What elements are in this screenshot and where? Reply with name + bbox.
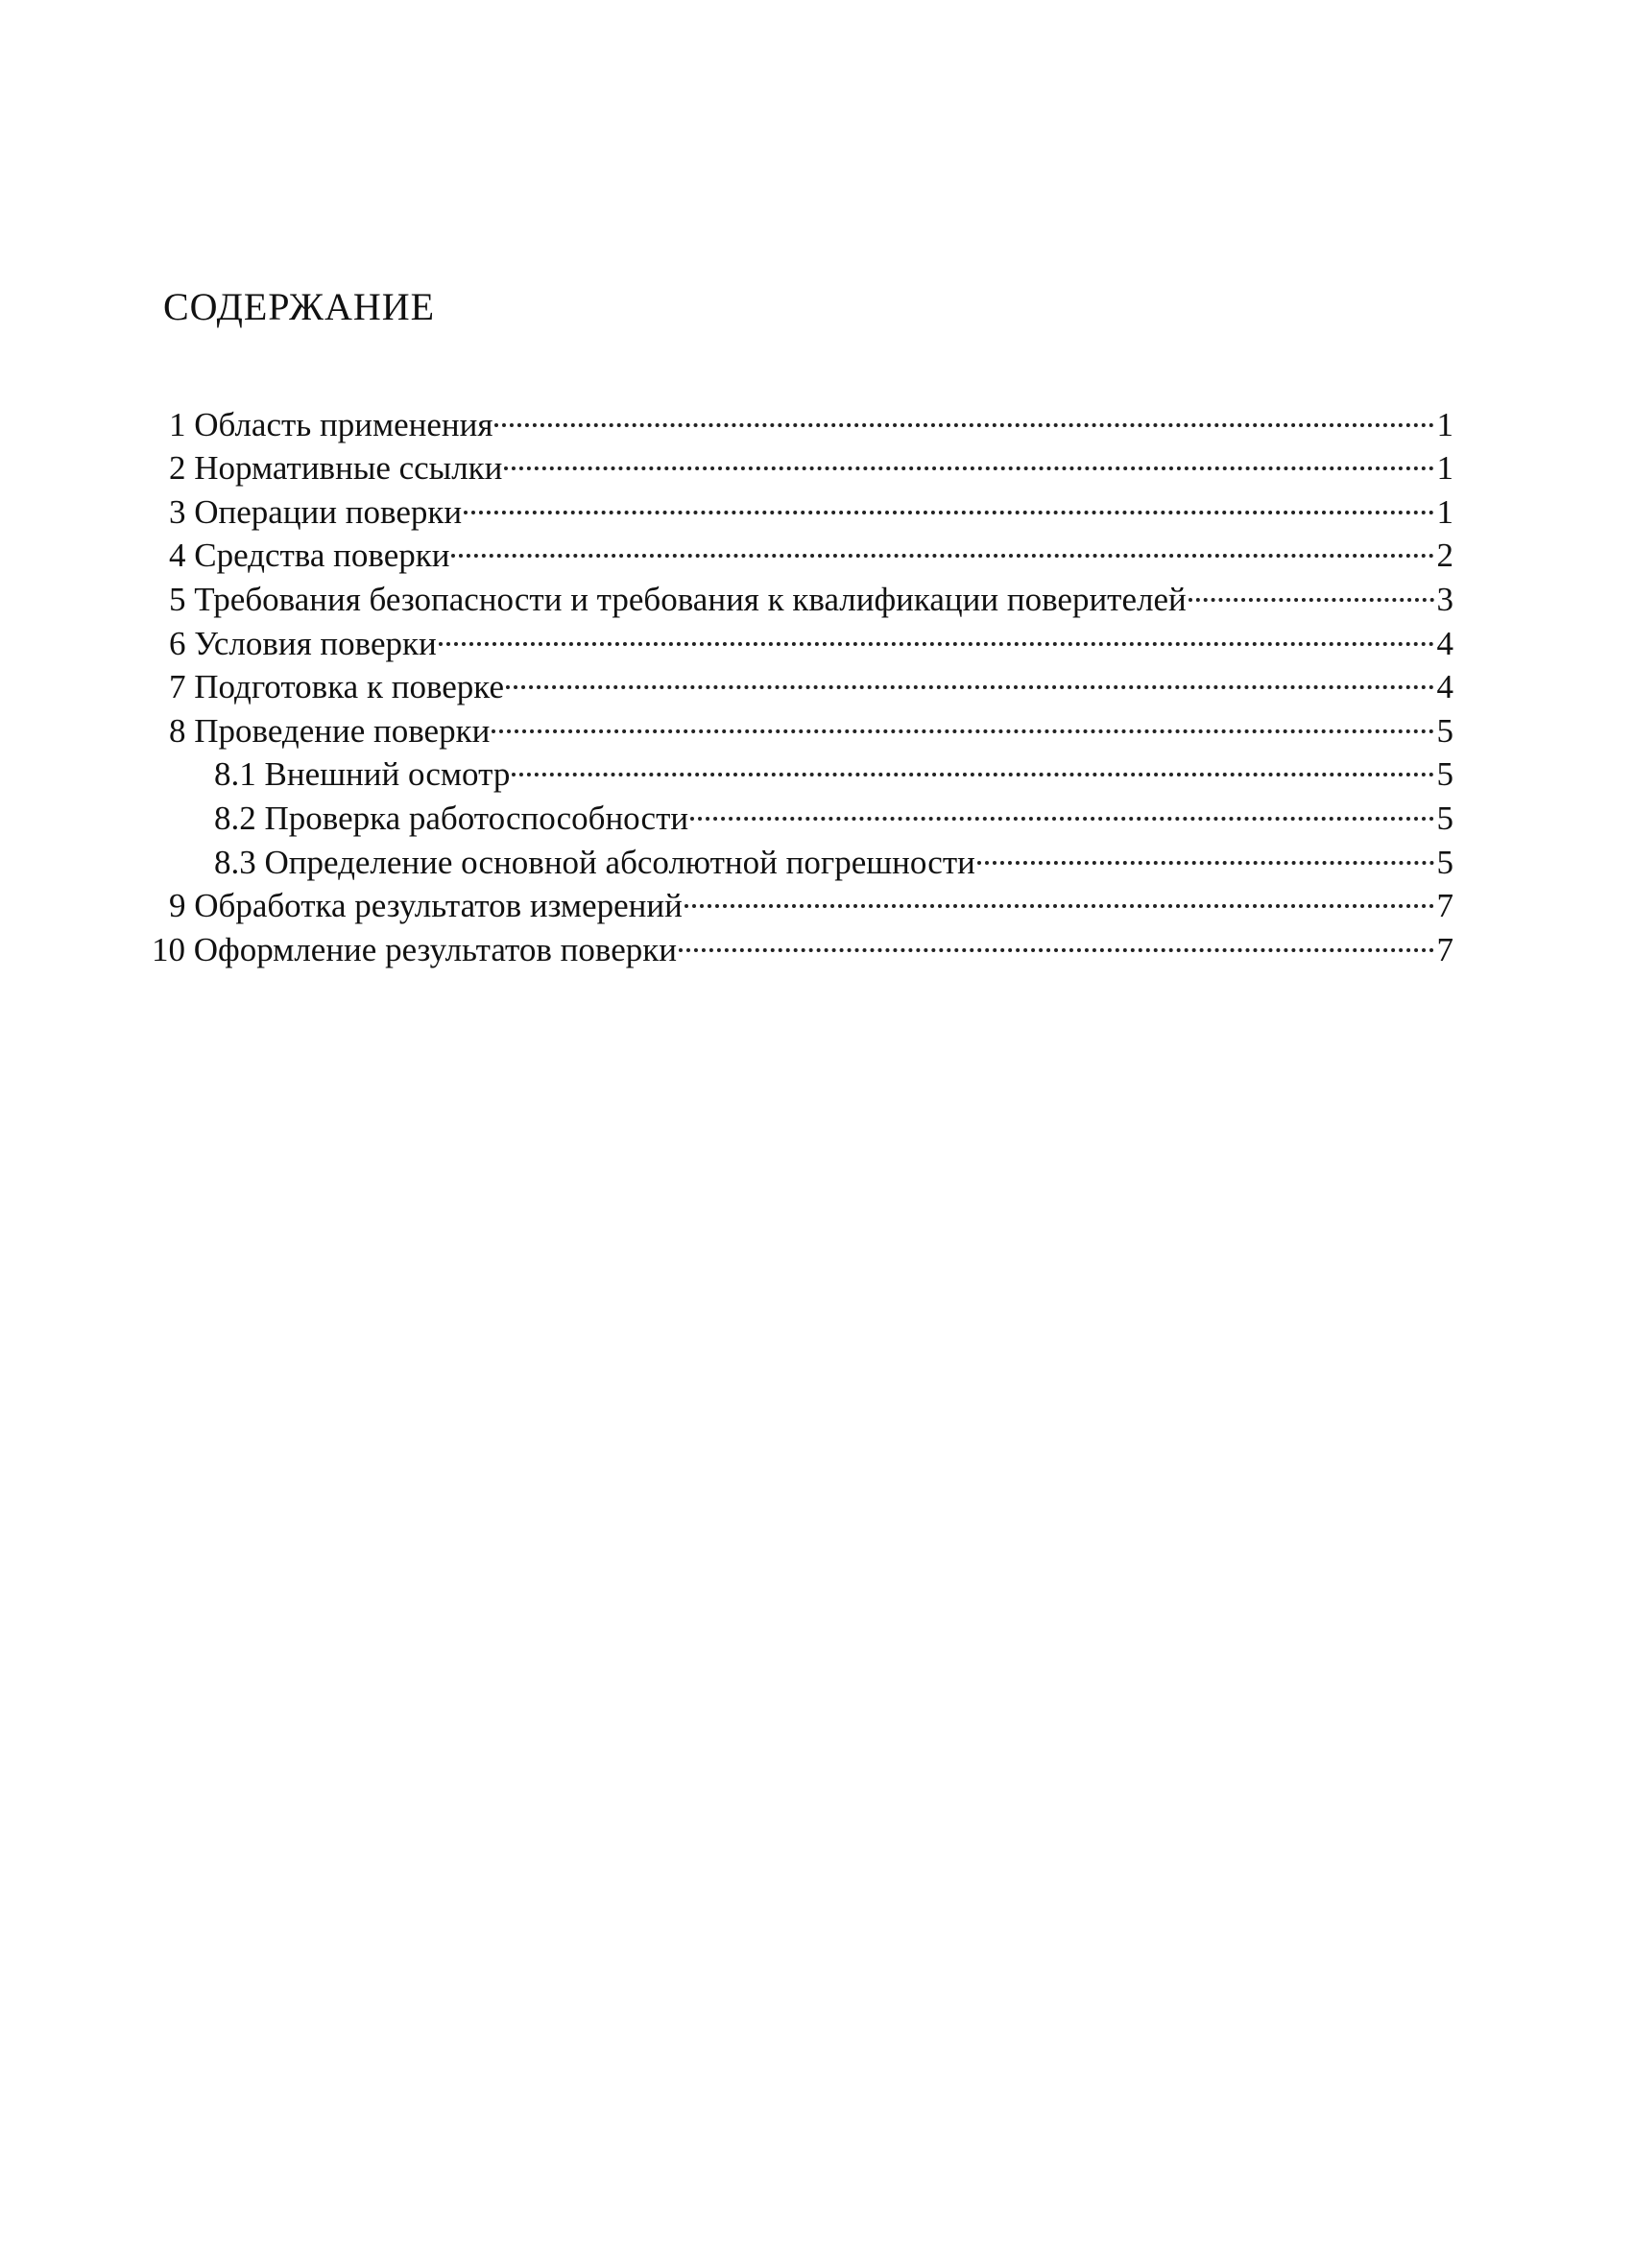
toc-entry-text: 6 Условия поверки xyxy=(169,624,437,662)
toc-dot-leader xyxy=(490,698,1436,742)
toc-page-number: 3 xyxy=(1436,580,1453,618)
toc-entry-text: 8.1 Внешний осмотр xyxy=(214,755,511,794)
toc-dot-leader xyxy=(502,436,1436,480)
toc-page-number: 1 xyxy=(1436,405,1453,443)
toc-dot-leader xyxy=(975,829,1436,873)
toc-entry-text: 8.2 Проверка работоспособности xyxy=(214,799,689,837)
toc-entry-text: 8 Проведение поверки xyxy=(169,711,491,750)
toc-entry-text: 5 Требования безопасности и требования к квалификации поверителей xyxy=(169,580,1187,618)
toc-dot-leader xyxy=(510,742,1436,786)
toc-entry-text: 3 Операции поверки xyxy=(169,492,463,531)
toc-page-number: 5 xyxy=(1436,843,1453,881)
toc-page-number: 2 xyxy=(1436,537,1453,575)
toc-dot-leader xyxy=(492,392,1436,436)
toc-page-number: 7 xyxy=(1436,887,1453,925)
toc-page-number: 5 xyxy=(1436,799,1453,837)
toc-page-number: 4 xyxy=(1436,624,1453,662)
toc-entry-text: 1 Область применения xyxy=(169,405,493,443)
toc-list xyxy=(152,392,1453,968)
toc-entry-text: 2 Нормативные ссылки xyxy=(169,449,503,488)
toc-entry-text: 10 Оформление результатов поверки xyxy=(152,930,677,968)
toc-dot-leader xyxy=(449,523,1436,567)
toc-entry-text: 7 Подготовка к поверке xyxy=(169,668,504,706)
toc-entry-scope xyxy=(169,392,1453,443)
toc-dot-leader xyxy=(504,655,1436,699)
toc-page-number: 5 xyxy=(1436,755,1453,794)
toc-entry-text: 4 Средства поверки xyxy=(169,537,450,575)
toc-page-number: 1 xyxy=(1436,449,1453,488)
toc-title: СОДЕРЖАНИЕ xyxy=(163,285,436,328)
toc-dot-leader xyxy=(437,610,1436,655)
toc-dot-leader xyxy=(1187,566,1436,610)
toc-page-number: 4 xyxy=(1436,668,1453,706)
toc-dot-leader xyxy=(677,917,1436,961)
toc-page-number: 7 xyxy=(1436,930,1453,968)
toc-dot-leader xyxy=(688,785,1436,829)
toc-dot-leader xyxy=(462,479,1436,523)
toc-entry-text: 9 Обработка результатов измерений xyxy=(169,887,683,925)
toc-dot-leader xyxy=(683,873,1436,918)
toc-entry-text: 8.3 Определение основной абсолютной погрешности xyxy=(214,843,975,881)
toc-page-number: 5 xyxy=(1436,711,1453,750)
toc-page-number: 1 xyxy=(1436,492,1453,531)
